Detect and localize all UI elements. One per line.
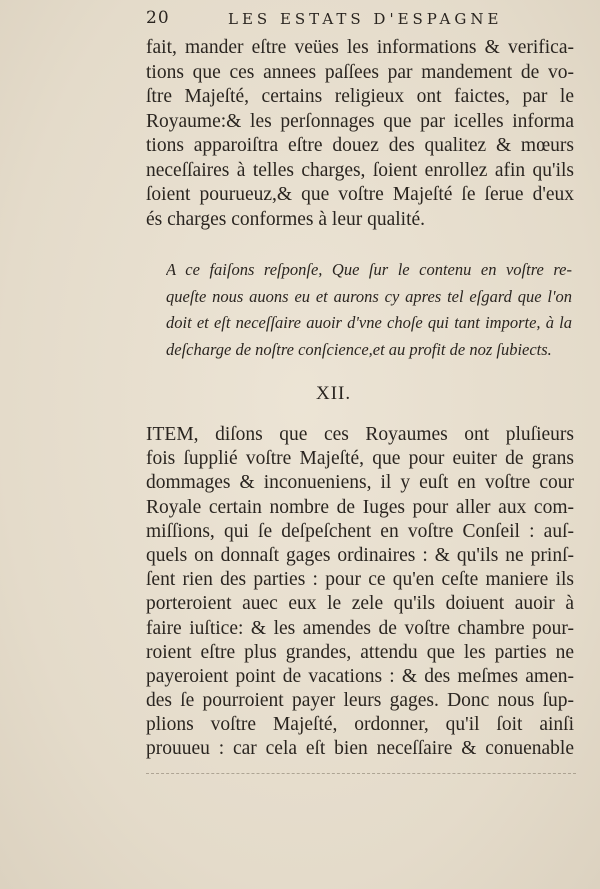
text-line: plions voſtre Majeſté, ordonner, qu'il ſoit ainſi [146,714,574,736]
text-line: ſent rien des parties : pour ce qu'en ceſte maniere ils [146,569,574,591]
text-line: dommages & inconueniens, il y euſt en voſtre cour [146,472,574,494]
text-line: roient eſtre plus grandes, attendu que les parties ne [146,641,574,663]
text-line: quels on donnaſt gages ordinaires : & qu'ils ne prinſ- [146,544,574,566]
paragraph-2 [146,423,574,762]
running-title: LES ESTATS D'ESPAGNE [228,10,503,28]
text-line: Royale certain nombre de Iuges pour aller aux com- [146,496,574,518]
text-line: neceſſaires à telles charges, ſoient enrollez afin qu'ils [146,159,574,181]
text-line: Royaume:& les perſonnages que par icelles informa [146,110,574,132]
page-number: 20 [146,8,170,28]
text-line: queſte nous auons eu et aurons cy apres tel eſgard que l'on [166,286,572,306]
text-line: fait, mander eſtre veües les informations & verifica- [146,37,574,58]
royal-response [166,257,572,363]
text-line: fois ſupplié voſtre Majeſté, que pour euiter de grans [146,448,574,470]
text-line: tions que ces annees paſſees par mandement de vo- [146,61,574,83]
text-line: ſtre Majeſté, certains religieux ont faictes, par le [146,86,574,107]
text-line: és charges conformes à leur qualité. [146,208,426,230]
text-line: deſcharge de noſtre conſcience,et au profit de noz ſubiects. [166,339,552,359]
text-line: prouueu : car cela eſt bien neceſſaire & conuenable [146,738,574,760]
text-line: faire iuſtice: & les amendes de voſtre chambre pour- [146,617,574,639]
page-header [146,8,586,30]
text-line: ſoient pourueuz,& que voſtre Majeſté ſe ſerue d'eux [146,184,574,205]
text-line: tions apparoiſtra eſtre douez des qualitez & mœurs [146,135,574,156]
text-line: ITEM, diſons que ces Royaumes ont pluſieurs [146,424,574,445]
text-line: porteroient auec eux le zele qu'ils doiuent auoir à [146,593,574,615]
text-line: des ſe pourroient payer leurs gages. Donc nous ſup- [146,690,574,712]
text-line: doit et eſt neceſſaire auoir d'vne choſe qui tant importe, à la [166,313,572,332]
text-line: miſſions, qui ſe deſpeſchent en voſtre Conſeil : auſ- [146,520,574,542]
paragraph-1 [146,36,574,232]
text-line: payeroient point de vacations : & des meſmes amen- [146,665,574,687]
text-line: A ce faiſons reſponſe, Que ſur le contenu en voſtre re- [166,260,572,279]
section-heading: XII. [316,383,352,404]
bottom-rule [146,773,576,775]
